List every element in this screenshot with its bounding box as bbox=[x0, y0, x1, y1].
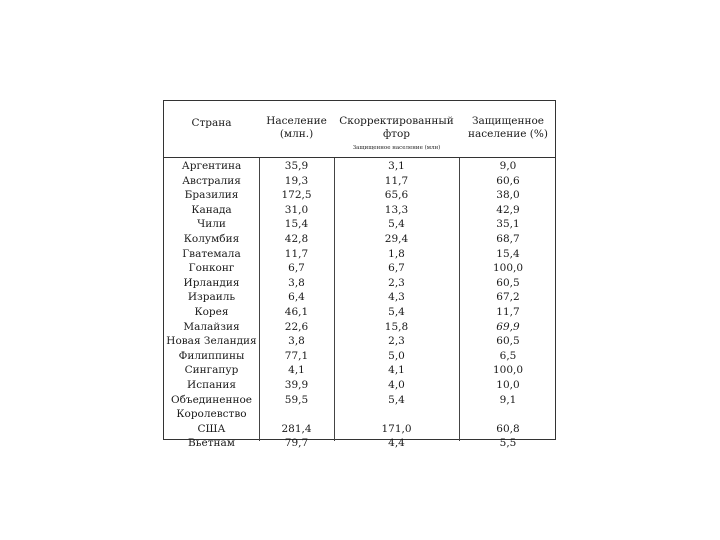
cell-fluoride: 29,4 bbox=[384, 233, 409, 245]
cell-country: Ирландия bbox=[183, 276, 240, 289]
table-row bbox=[164, 276, 555, 291]
cell-protected: 38,0 bbox=[496, 189, 520, 202]
table-row bbox=[164, 363, 555, 378]
cell-fluoride: 2,3 bbox=[388, 276, 405, 289]
header-population: Население (млн.) bbox=[266, 115, 327, 140]
table-row bbox=[164, 232, 555, 247]
cell-fluoride: 5,4 bbox=[388, 393, 405, 406]
cell-protected: 10,0 bbox=[496, 379, 520, 391]
cell-fluoride: 3,1 bbox=[388, 160, 405, 172]
cell-population: 39,9 bbox=[284, 379, 309, 391]
cell-fluoride: 4,1 bbox=[388, 364, 405, 377]
cell-population: 3,8 bbox=[288, 335, 305, 348]
cell-country: Вьетнам bbox=[188, 437, 235, 450]
header-country: Страна bbox=[191, 117, 232, 129]
cell-population: 15,4 bbox=[284, 218, 309, 231]
table-row bbox=[164, 247, 555, 262]
cell-population: 79,7 bbox=[284, 437, 309, 450]
table-row bbox=[164, 261, 555, 276]
table-row bbox=[164, 334, 555, 349]
cell-country: Объединенное bbox=[170, 393, 253, 406]
cell-protected: 68,7 bbox=[496, 233, 520, 245]
table-row bbox=[164, 188, 555, 203]
table-row bbox=[164, 203, 555, 218]
cell-country: Австралия bbox=[182, 174, 241, 187]
cell-population: 19,3 bbox=[284, 174, 309, 187]
cell-population: 281,4 bbox=[281, 422, 312, 435]
cell-country: Сингапур bbox=[184, 364, 239, 377]
table-row bbox=[164, 159, 555, 174]
cell-country: Бразилия bbox=[184, 189, 239, 202]
cell-population: 77,1 bbox=[284, 349, 309, 362]
cell-protected: 5,5 bbox=[499, 437, 517, 450]
table-row bbox=[164, 320, 555, 335]
cell-protected: 35,1 bbox=[496, 218, 520, 231]
cell-fluoride: 4,0 bbox=[388, 379, 405, 391]
cell-protected: 42,9 bbox=[496, 203, 520, 216]
cell-fluoride: 2,3 bbox=[388, 335, 405, 348]
cell-protected: 100,0 bbox=[492, 262, 524, 275]
cell-country: Малайзия bbox=[183, 320, 240, 333]
cell-population: 172,5 bbox=[281, 189, 312, 202]
cell-fluoride: 4,3 bbox=[388, 291, 405, 304]
cell-country: Израиль bbox=[187, 291, 236, 304]
cell-fluoride: 1,8 bbox=[388, 247, 405, 260]
cell-population: 11,7 bbox=[284, 247, 309, 260]
cell-population: 6,7 bbox=[288, 262, 305, 275]
table-row bbox=[164, 407, 555, 422]
cell-fluoride: 13,3 bbox=[384, 203, 409, 216]
cell-population: 22,6 bbox=[284, 320, 309, 333]
table-row bbox=[164, 290, 555, 305]
table-body bbox=[164, 157, 555, 450]
cell-fluoride: 6,7 bbox=[388, 262, 405, 275]
cell-population: 35,9 bbox=[284, 160, 309, 172]
cell-fluoride: 5,4 bbox=[388, 306, 405, 318]
table-row bbox=[164, 174, 555, 189]
cell-protected: 69,9 bbox=[496, 320, 520, 333]
cell-protected: 9,0 bbox=[499, 160, 517, 172]
cell-population: 46,1 bbox=[284, 306, 309, 318]
table-row bbox=[164, 436, 555, 451]
cell-fluoride: 171,0 bbox=[381, 422, 412, 435]
cell-country: Новая Зеландия bbox=[166, 335, 257, 348]
cell-fluoride: 5,0 bbox=[388, 349, 405, 362]
cell-population: 4,1 bbox=[288, 364, 305, 377]
cell-country: Королевство bbox=[176, 408, 247, 421]
cell-fluoride: 4,4 bbox=[388, 437, 405, 450]
cell-country: Испания bbox=[187, 379, 236, 391]
cell-country: Колумбия bbox=[183, 233, 240, 245]
cell-protected: 60,6 bbox=[496, 174, 520, 187]
cell-fluoride: 15,8 bbox=[384, 320, 409, 333]
table-row bbox=[164, 393, 555, 408]
cell-population: 42,8 bbox=[284, 233, 309, 245]
cell-protected: 6,5 bbox=[499, 349, 517, 362]
table-row bbox=[164, 378, 555, 393]
table-header bbox=[164, 101, 555, 157]
cell-country: Гватемала bbox=[182, 247, 241, 260]
cell-protected: 11,7 bbox=[496, 306, 520, 318]
cell-country: Чили bbox=[197, 218, 226, 231]
cell-population: 6,4 bbox=[288, 291, 305, 304]
cell-protected: 60,5 bbox=[496, 335, 520, 348]
cell-population: 59,5 bbox=[284, 393, 309, 406]
cell-country: Корея bbox=[194, 306, 229, 318]
header-subnote: Защищенное население (млн) bbox=[352, 145, 441, 151]
cell-country: Филиппины bbox=[178, 349, 245, 362]
cell-fluoride: 11,7 bbox=[384, 174, 409, 187]
cell-protected: 67,2 bbox=[496, 291, 520, 304]
cell-fluoride: 65,6 bbox=[384, 189, 409, 202]
cell-protected: 9,1 bbox=[499, 393, 517, 406]
table-row bbox=[164, 422, 555, 437]
table-row bbox=[164, 217, 555, 232]
data-table bbox=[163, 100, 556, 450]
cell-protected: 60,5 bbox=[496, 276, 520, 289]
cell-country: Аргентина bbox=[181, 160, 242, 172]
cell-country: Гонконг bbox=[188, 262, 235, 275]
cell-country: США bbox=[197, 422, 226, 435]
header-protected: Защищенное население (%) bbox=[468, 115, 548, 140]
cell-population: 3,8 bbox=[288, 276, 305, 289]
cell-country: Канада bbox=[191, 203, 232, 216]
cell-protected: 15,4 bbox=[496, 247, 520, 260]
header-fluoride: Скорректированный фтор bbox=[339, 115, 454, 140]
cell-fluoride: 5,4 bbox=[388, 218, 405, 231]
cell-protected: 100,0 bbox=[492, 364, 524, 377]
cell-population: 31,0 bbox=[284, 203, 309, 216]
cell-protected: 60,8 bbox=[496, 422, 520, 435]
table-row bbox=[164, 349, 555, 364]
table-row bbox=[164, 305, 555, 320]
